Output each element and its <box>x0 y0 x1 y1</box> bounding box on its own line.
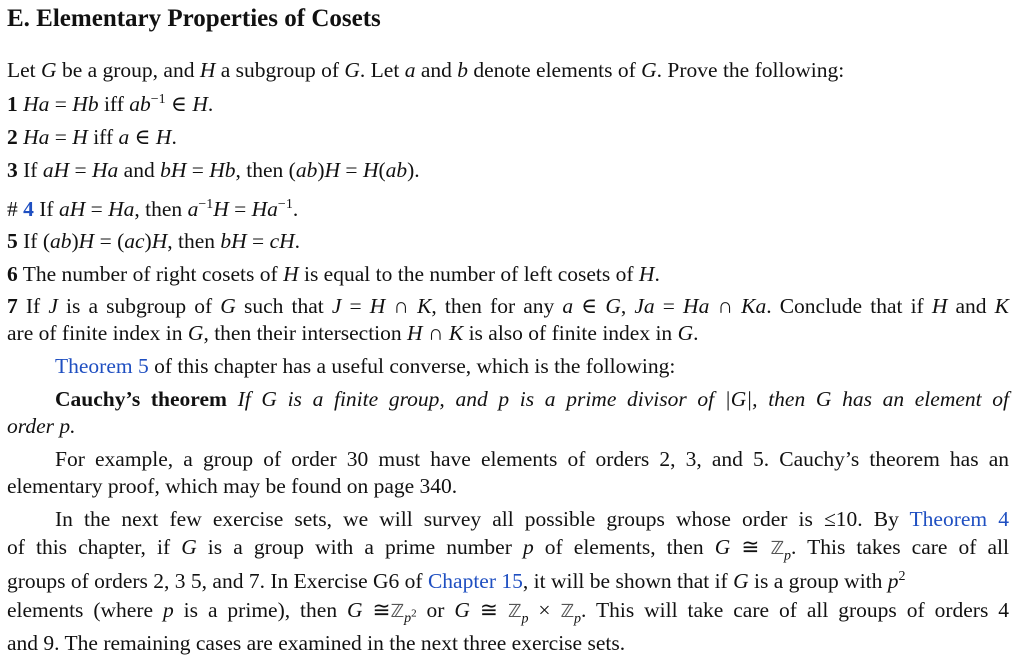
exercise-2: 2 Ha = H iff a ∈ H. <box>7 125 177 149</box>
converse-paragraph: Theorem 5 of this chapter has a useful converse, which is the following: <box>55 354 676 378</box>
example-line-1: For example, a group of order 30 must have elements of orders 2, 3, and 5. Cauchy’s theorem has an <box>55 447 1009 471</box>
chapter-15-link[interactable]: Chapter 15 <box>427 569 523 593</box>
section-heading: E. Elementary Properties of Cosets <box>7 5 381 32</box>
exercise-4: # 4 If aH = Ha, then $a^{-1}H = Ha^{-1}$. <box>7 196 299 221</box>
cauchy-theorem-line-1: Cauchy’s theorem If G is a finite group, and p is a prime divisor of |G|, then G has an element of <box>55 387 1010 411</box>
exercise-6: 6 The number of right cosets of H is equal to the number of left cosets of H. <box>7 262 660 286</box>
theorem-4-link[interactable]: Theorem 4 <box>909 507 1009 531</box>
exercise-intro: Let G be a group, and H a subgroup of G. Let a and b denote elements of G. Prove the following: <box>7 58 845 82</box>
example-line-2: elementary proof, which may be found on page 340. <box>7 474 458 498</box>
theorem-5-link[interactable]: Theorem 5 <box>55 354 149 378</box>
exercise-7-line-2: are of finite index in G, then their intersection H ∩ K is also of finite index in G. <box>7 321 699 345</box>
survey-line-3: groups of orders 2, 3 5, and 7. In Exercise G6 of Chapter 15, it will be shown that if G is a group with $p^2$ <box>7 568 906 593</box>
survey-line-4: elements (where p is a prime), then G ≅ℤ$_{p^2}$ or G ≅ ℤ$_p$ × ℤ$_p$. This will take care of all groups of orders 4 <box>7 598 1010 627</box>
starred-exercise-number[interactable]: 4 <box>23 197 34 221</box>
survey-line-5: and 9. The remaining cases are examined in the next three exercise sets. <box>7 631 626 655</box>
cauchy-label: Cauchy’s theorem <box>55 387 227 411</box>
exercise-5: 5 If (ab)H = (ac)H, then bH = cH. <box>7 229 301 253</box>
exercise-7-line-1: 7 If J is a subgroup of G such that J = H ∩ K, then for any a ∈ G, Ja = Ha ∩ Ka. Conclude that if H and K <box>7 294 1010 318</box>
survey-line-2: of this chapter, if G is a group with a prime number p of elements, then G ≅ ℤ$_p$. This takes care of all <box>7 535 1010 564</box>
exercise-3: 3 If aH = Ha and bH = Hb, then (ab)H = H(ab). <box>7 158 420 182</box>
survey-line-1: In the next few exercise sets, we will survey all possible groups whose order is ≤10. By Theorem 4 <box>55 507 1009 531</box>
exercise-1: 1 Ha = Hb iff $ab^{-1}$ ∈ H. <box>7 91 214 116</box>
cauchy-theorem-line-2: order p. <box>7 414 76 438</box>
